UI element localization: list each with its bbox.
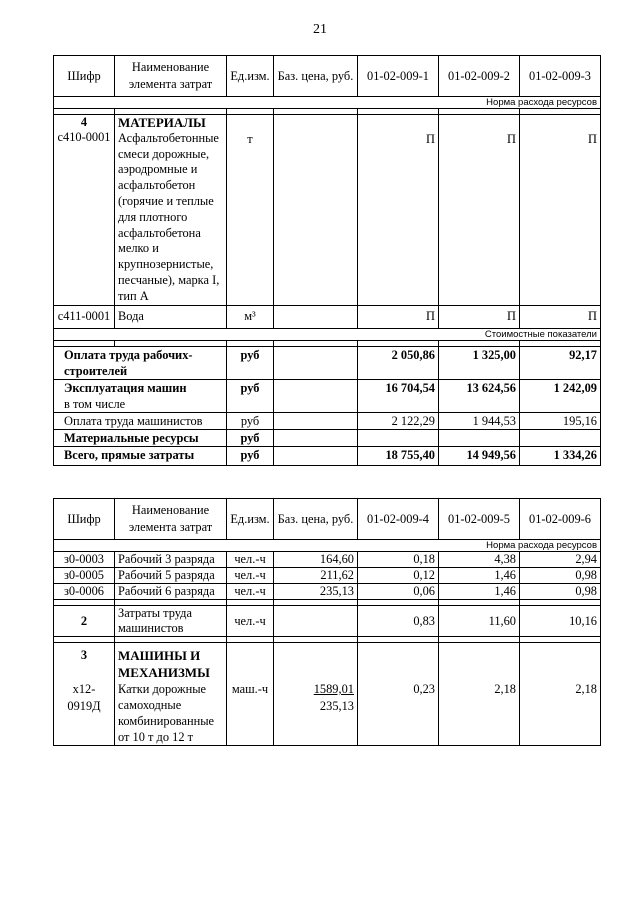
section-number: 3	[80, 648, 88, 662]
resource-name: Асфальтобетонные смеси дорожные, аэродромные и асфальтобетон (горячие и теплые для плотного асфальтобетона мелко и крупнозернистые, песчаные), марка I, тип А	[118, 130, 220, 303]
value-cell: 0,83	[358, 606, 439, 637]
value-cell: 1 242,09	[520, 379, 601, 412]
column-header-name: Наименование элемента затрат	[115, 56, 227, 97]
resource-code: с410-0001	[57, 130, 111, 144]
base-price: 211,62	[274, 568, 358, 584]
section-number: 2	[54, 606, 115, 637]
column-header-base-price: Баз. цена, руб.	[274, 56, 358, 97]
resource-code: з0-0003	[54, 552, 115, 568]
value-cell: 2,18	[520, 643, 601, 746]
column-header-unit: Ед.изм.	[227, 56, 274, 97]
cost-name: Оплата труда машинистов	[54, 412, 227, 429]
resource-unit: чел.-ч	[227, 552, 274, 568]
table-row	[54, 584, 601, 600]
value-cell: 0,98	[520, 584, 601, 600]
value-cell: П	[439, 115, 520, 306]
section-title: МАШИНЫ И МЕХАНИЗМЫ	[118, 648, 210, 680]
value-cell: П	[520, 115, 601, 306]
resource-name: Катки дорожные самоходные комбинированные от 10 т до 12 т	[118, 682, 215, 744]
table-row	[54, 643, 601, 746]
value-cell: 2 122,29	[358, 412, 439, 429]
value-cell: 1 325,00	[439, 346, 520, 379]
cost-name: Эксплуатация машин	[64, 380, 187, 395]
cost-subnote: в том числе	[64, 396, 126, 411]
column-header-code-1: 01-02-009-1	[358, 56, 439, 97]
value-cell: 14 949,56	[439, 446, 520, 465]
resource-unit: чел.-ч	[227, 584, 274, 600]
resource-code: х12-0919Д	[67, 682, 101, 713]
column-header-base-price: Баз. цена, руб.	[274, 499, 358, 540]
column-header-code: Шифр	[54, 499, 115, 540]
value-cell: 16 704,54	[358, 379, 439, 412]
resource-name: Рабочий 5 разряда	[115, 568, 227, 584]
resource-unit: т	[227, 115, 274, 306]
section-title: МАТЕРИАЛЫ	[118, 115, 206, 130]
resource-table-2	[53, 498, 601, 746]
value-cell: П	[358, 305, 439, 328]
value-cell: П	[520, 305, 601, 328]
resource-unit: маш.-ч	[227, 643, 274, 746]
table-row	[54, 568, 601, 584]
value-cell	[439, 429, 520, 446]
resource-unit: чел.-ч	[227, 568, 274, 584]
value-cell: 1 944,53	[439, 412, 520, 429]
value-cell: П	[358, 115, 439, 306]
section-band-norms: Норма расхода ресурсов	[54, 97, 601, 109]
cost-unit: руб	[227, 379, 274, 412]
value-cell: 11,60	[439, 606, 520, 637]
column-header-unit: Ед.изм.	[227, 499, 274, 540]
value-cell: 92,17	[520, 346, 601, 379]
base-price-secondary: 235,13	[319, 699, 354, 713]
table-row	[54, 412, 601, 429]
column-header-code-2: 01-02-009-2	[439, 56, 520, 97]
value-cell: 0,18	[358, 552, 439, 568]
cost-name: Оплата труда рабочих-строителей	[54, 346, 227, 379]
resource-name: Вода	[115, 305, 227, 328]
cost-unit: руб	[227, 412, 274, 429]
base-price: 164,60	[274, 552, 358, 568]
value-cell: 1,46	[439, 584, 520, 600]
cost-name: Материальные ресурсы	[54, 429, 227, 446]
column-header-code-6: 01-02-009-6	[520, 499, 601, 540]
column-header-code-3: 01-02-009-3	[520, 56, 601, 97]
page-number: 21	[313, 22, 327, 37]
base-price: 235,13	[274, 584, 358, 600]
table-row	[54, 379, 601, 412]
table-header-row	[54, 56, 601, 97]
table-row	[54, 429, 601, 446]
resource-table-1	[53, 55, 601, 466]
value-cell: 10,16	[520, 606, 601, 637]
value-cell: 13 624,56	[439, 379, 520, 412]
column-header-code: Шифр	[54, 56, 115, 97]
column-header-name: Наименование элемента затрат	[115, 499, 227, 540]
value-cell	[520, 429, 601, 446]
cost-unit: руб	[227, 429, 274, 446]
table-row-total	[54, 446, 601, 465]
cost-unit: руб	[227, 446, 274, 465]
value-cell: 0,23	[358, 643, 439, 746]
value-cell: П	[439, 305, 520, 328]
table-header-row	[54, 499, 601, 540]
table-row	[54, 305, 601, 328]
value-cell: 2 050,86	[358, 346, 439, 379]
value-cell: 1,46	[439, 568, 520, 584]
table-row	[54, 346, 601, 379]
value-cell: 195,16	[520, 412, 601, 429]
column-header-code-5: 01-02-009-5	[439, 499, 520, 540]
value-cell: 18 755,40	[358, 446, 439, 465]
table-row	[54, 115, 601, 306]
resource-unit: чел.-ч	[227, 606, 274, 637]
base-price: 1589,01	[313, 682, 354, 696]
resource-code: з0-0005	[54, 568, 115, 584]
value-cell: 2,18	[439, 643, 520, 746]
resource-name: Рабочий 6 разряда	[115, 584, 227, 600]
resource-name: Рабочий 3 разряда	[115, 552, 227, 568]
table-row	[54, 552, 601, 568]
table-row	[54, 606, 601, 637]
cost-unit: руб	[227, 346, 274, 379]
resource-unit: м³	[227, 305, 274, 328]
value-cell	[358, 429, 439, 446]
resource-code: з0-0006	[54, 584, 115, 600]
section-number: 4	[80, 115, 88, 129]
value-cell: 4,38	[439, 552, 520, 568]
value-cell: 0,12	[358, 568, 439, 584]
value-cell: 0,98	[520, 568, 601, 584]
section-band-costs: Стоимостные показатели	[54, 328, 601, 340]
cost-name: Всего, прямые затраты	[54, 446, 227, 465]
section-band-norms: Норма расхода ресурсов	[54, 540, 601, 552]
value-cell: 0,06	[358, 584, 439, 600]
value-cell: 1 334,26	[520, 446, 601, 465]
value-cell: 2,94	[520, 552, 601, 568]
resource-name: Затраты труда машинистов	[115, 606, 227, 637]
column-header-code-4: 01-02-009-4	[358, 499, 439, 540]
resource-code: с411-0001	[54, 305, 115, 328]
